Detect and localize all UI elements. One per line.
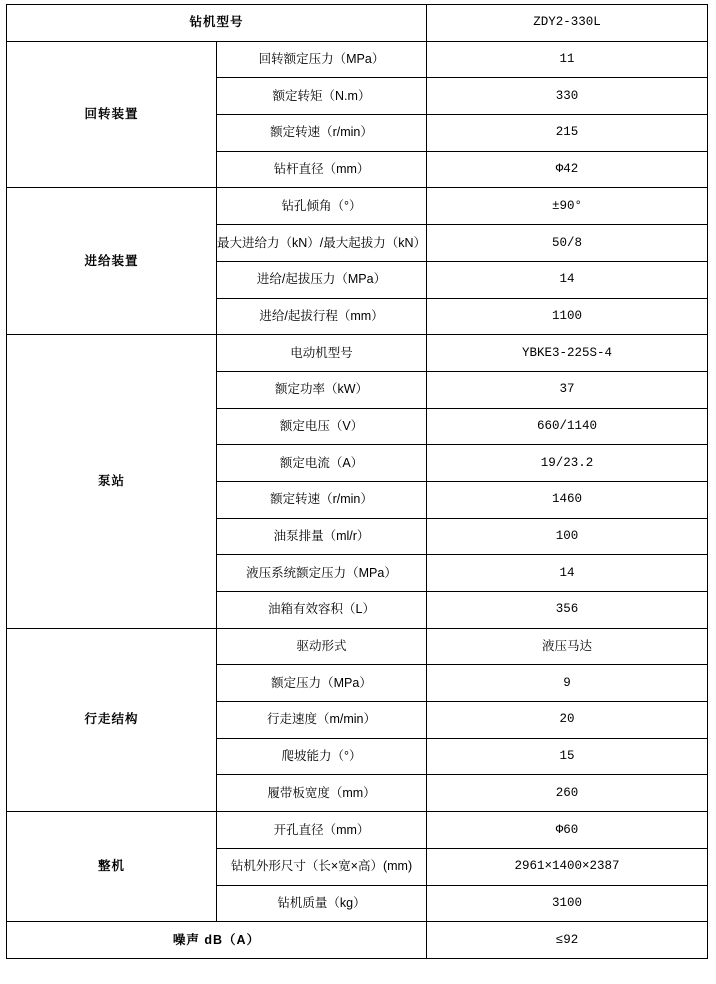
param-label: 额定功率（kW） xyxy=(217,371,427,408)
param-value: 液压马达 xyxy=(427,628,708,665)
spec-table-body xyxy=(7,5,708,959)
param-value: 2961×1400×2387 xyxy=(427,848,708,885)
param-label: 爬坡能力（°） xyxy=(217,738,427,775)
param-value: 14 xyxy=(427,261,708,298)
param-value: 260 xyxy=(427,775,708,812)
param-label: 额定电压（V） xyxy=(217,408,427,445)
param-label: 钻孔倾角（°） xyxy=(217,188,427,225)
group-label-feed: 进给装置 xyxy=(7,188,217,335)
param-label: 开孔直径（mm） xyxy=(217,812,427,849)
footer-noise-value: ≤92 xyxy=(427,922,708,959)
param-label: 额定电流（A） xyxy=(217,445,427,482)
param-label: 钻机外形尺寸（长×宽×高）(mm) xyxy=(217,848,427,885)
param-value: 14 xyxy=(427,555,708,592)
param-label: 驱动形式 xyxy=(217,628,427,665)
param-value: 50/8 xyxy=(427,225,708,262)
footer-noise-label: 噪声 dB（A） xyxy=(7,922,427,959)
table-row xyxy=(7,628,708,665)
param-label: 最大进给力（kN）/最大起拔力（kN） xyxy=(217,225,427,262)
param-value: 37 xyxy=(427,371,708,408)
param-value: 9 xyxy=(427,665,708,702)
param-value: 215 xyxy=(427,115,708,152)
table-row xyxy=(7,188,708,225)
group-label-complete-machine: 整机 xyxy=(7,812,217,922)
param-label: 油泵排量（ml/r） xyxy=(217,518,427,555)
param-value: 1100 xyxy=(427,298,708,335)
param-label: 电动机型号 xyxy=(217,335,427,372)
table-row xyxy=(7,812,708,849)
param-label: 钻杆直径（mm） xyxy=(217,151,427,188)
param-value: YBKE3-225S-4 xyxy=(427,335,708,372)
param-value: 330 xyxy=(427,78,708,115)
param-label: 油箱有效容积（L） xyxy=(217,592,427,629)
param-label: 回转额定压力（MPa） xyxy=(217,41,427,78)
param-value: 19/23.2 xyxy=(427,445,708,482)
param-label: 钻机质量（kg） xyxy=(217,885,427,922)
param-label: 额定压力（MPa） xyxy=(217,665,427,702)
table-row-header xyxy=(7,5,708,42)
table-row xyxy=(7,335,708,372)
param-label: 额定转矩（N.m） xyxy=(217,78,427,115)
param-value: Φ60 xyxy=(427,812,708,849)
param-label: 额定转速（r/min） xyxy=(217,481,427,518)
param-label: 进给/起拔压力（MPa） xyxy=(217,261,427,298)
param-label: 行走速度（m/min） xyxy=(217,702,427,739)
param-value: ±90° xyxy=(427,188,708,225)
group-label-travel-structure: 行走结构 xyxy=(7,628,217,811)
param-value: Φ42 xyxy=(427,151,708,188)
drill-rig-spec-table xyxy=(6,4,708,959)
param-value: 3100 xyxy=(427,885,708,922)
param-label: 额定转速（r/min） xyxy=(217,115,427,152)
table-row xyxy=(7,41,708,78)
param-value: 100 xyxy=(427,518,708,555)
header-model-value: ZDY2-330L xyxy=(427,5,708,42)
group-label-rotation: 回转装置 xyxy=(7,41,217,188)
param-value: 356 xyxy=(427,592,708,629)
param-value: 15 xyxy=(427,738,708,775)
group-label-pump-station: 泵站 xyxy=(7,335,217,629)
param-label: 进给/起拔行程（mm） xyxy=(217,298,427,335)
param-value: 660/1140 xyxy=(427,408,708,445)
param-value: 11 xyxy=(427,41,708,78)
param-value: 20 xyxy=(427,702,708,739)
header-model-label: 钻机型号 xyxy=(7,5,427,42)
param-value: 1460 xyxy=(427,481,708,518)
param-label: 液压系统额定压力（MPa） xyxy=(217,555,427,592)
param-label: 履带板宽度（mm） xyxy=(217,775,427,812)
table-row-footer xyxy=(7,922,708,959)
